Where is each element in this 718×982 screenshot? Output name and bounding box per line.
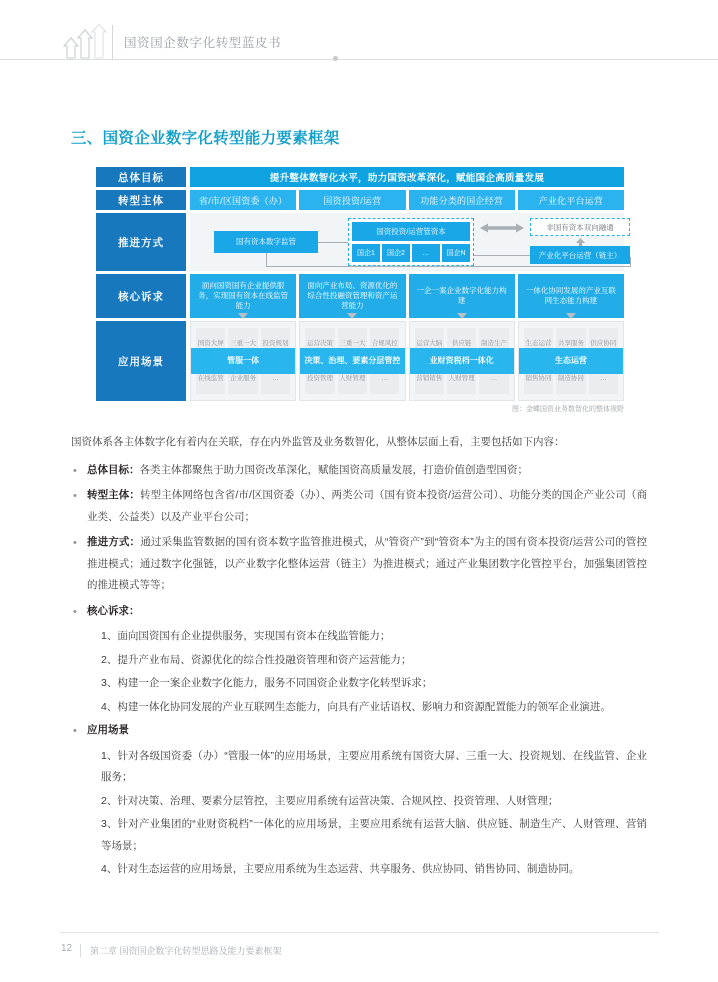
bullet-title: 推进方式： bbox=[87, 536, 141, 549]
down-caret-icon bbox=[238, 313, 248, 319]
node-industrial-platform-operation: 产业化平台运营（链主） bbox=[530, 246, 630, 264]
scenario-tile: 共享服务 bbox=[556, 328, 585, 360]
bullet-text: 通过采集监管数据的国有资本数字监管推进模式，从“管资产”到“管资本”为主的国有资本投资/运营公司的管控推进模式；通过数字化强链，以产业数字化整体运营（链主）为推进模式；通过产业集团数字化管控平台，加强集团管控的推进模式等等； bbox=[87, 536, 648, 592]
scenario-banner: 管服一体 bbox=[191, 348, 295, 374]
bullet-title: 应用场景 bbox=[87, 724, 129, 737]
scenario-tile: 生态运营 bbox=[524, 328, 553, 360]
bidirectional-arrow-icon bbox=[480, 223, 524, 232]
capability-framework-diagram bbox=[96, 167, 624, 401]
connector-line bbox=[266, 253, 267, 267]
overall-goal-banner: 提升整体数智化水平，助力国资改革深化，赋能国企高质量发展 bbox=[190, 167, 624, 187]
header-rule bbox=[0, 59, 718, 60]
figure-caption: 图：金蝶国资业务数智化的整体视野 bbox=[512, 406, 624, 413]
scenario-tile: 国资大屏 bbox=[196, 328, 225, 360]
bullet-core-demands bbox=[71, 601, 647, 623]
scenario-tile: 投资管理 bbox=[305, 363, 334, 395]
page-footer bbox=[0, 926, 718, 982]
core-demand-item: 1、面向国资国有企业提供服务，实现国有资本在线监管能力； bbox=[101, 630, 391, 643]
bullet-title: 总体目标： bbox=[87, 463, 140, 476]
scenario-banner: 业财资税档一体化 bbox=[410, 348, 514, 374]
scenario-card bbox=[190, 321, 296, 401]
subject-cell: 国资投资/运营 bbox=[299, 190, 405, 210]
core-demand-item: 4、构建一体化协同发展的产业互联网生态能力，向具有产业话语权、影响力和资源配置能力的领军企业演进。 bbox=[101, 700, 611, 713]
intro-paragraph: 国资体系各主体数字化有着内在关联，存在内外监管及业务数智化，从整体层面上看，主要包括如下内容： bbox=[71, 436, 565, 448]
connector-line bbox=[266, 266, 630, 267]
application-scenario-item: 1、针对各级国资委（办）“管服一体”的应用场景，主要应用系统有国资大屏、三重一大、投资规划、在线监管、企业服务； bbox=[101, 749, 647, 784]
bullet-text: 各类主体都聚焦于助力国资改革深化，赋能国资高质量发展，打造价值创造型国资； bbox=[139, 463, 528, 476]
subject-cell: 功能分类的国企经营 bbox=[409, 190, 515, 210]
scenario-tile: 制造生产 bbox=[479, 328, 508, 360]
core-demand-cell: 一企一案企业数字化能力构建 bbox=[409, 274, 515, 318]
scenario-tile: 企业服务 bbox=[228, 363, 257, 395]
bar-chart-arrow-logo bbox=[61, 24, 109, 60]
scenario-tile-ellipsis: … bbox=[370, 363, 399, 395]
connector-line bbox=[630, 257, 631, 267]
diagram-row-core-demands bbox=[96, 274, 624, 318]
connector-line bbox=[474, 255, 516, 256]
bullet-promotion-method bbox=[71, 532, 647, 597]
soe-list bbox=[352, 244, 470, 262]
scenario-tile: 合规风控 bbox=[370, 328, 399, 360]
bullet-overall-goal bbox=[71, 460, 647, 482]
application-scenario-item: 2、针对决策、治理、要素分层管控，主要应用系统有运营决策、合规风控、投资管理、人财管理； bbox=[101, 794, 559, 807]
row-label-overall-goal: 总体目标 bbox=[96, 167, 186, 187]
scenario-tile: 三重一大 bbox=[338, 328, 367, 360]
diagram-row-application-scenarios bbox=[96, 321, 624, 401]
diagram-row-overall-goal bbox=[96, 167, 624, 187]
core-demand-cell: 一体化协同发展的产业互联网生态能力构建 bbox=[518, 274, 624, 318]
down-caret-icon bbox=[457, 313, 467, 319]
row-label-transformation-subjects: 转型主体 bbox=[96, 190, 186, 210]
bullet-title: 核心诉求： bbox=[87, 604, 140, 617]
scenario-tile: 三重一大 bbox=[228, 328, 257, 360]
diagram-row-transformation-subjects bbox=[96, 190, 624, 210]
scenario-tile: 供应协同 bbox=[589, 328, 618, 360]
scenario-tile: 供应链 bbox=[447, 328, 476, 360]
soe-item: 国企2 bbox=[382, 244, 410, 262]
scenario-tile: 投资规划 bbox=[261, 328, 290, 360]
footer-chapter-title: 第二章 国资国企数字化转型思路及能力要素框架 bbox=[90, 946, 282, 956]
article-body bbox=[71, 432, 647, 883]
scenario-tile-ellipsis: … bbox=[479, 363, 508, 395]
subject-cell: 产业化平台运营 bbox=[518, 190, 624, 210]
bullet-application-scenarios bbox=[71, 720, 647, 742]
node-capital-investment-operation: 国资投资/运营管资本 bbox=[352, 222, 470, 241]
scenario-card bbox=[409, 321, 515, 401]
scenario-tile-ellipsis: … bbox=[589, 363, 618, 395]
diagram-row-promotion-method bbox=[96, 213, 624, 271]
down-caret-icon bbox=[347, 313, 357, 319]
page-header bbox=[0, 0, 718, 72]
application-scenario-item: 3、针对产业集团的“业财资税档”一体化的应用场景，主要应用系统有运营大脑、供应链、制造生产、人财管理、营销等场景； bbox=[101, 818, 647, 852]
connector-line bbox=[515, 255, 530, 256]
row-label-application-scenarios: 应用场景 bbox=[96, 321, 186, 401]
footer-rule bbox=[59, 932, 659, 933]
down-caret-icon bbox=[566, 313, 576, 319]
node-state-capital-digital-supervision: 国有资本数字监管 bbox=[214, 231, 318, 253]
scenario-tile: 运营决策 bbox=[305, 328, 334, 360]
header-title: 国资国企数字化转型蓝皮书 bbox=[124, 36, 282, 50]
soe-item: 国企N bbox=[442, 244, 470, 262]
header-divider bbox=[112, 25, 113, 59]
soe-item: 国企1 bbox=[352, 244, 380, 262]
core-demand-cell: 面向国资国有企业提供服务，实现国有资本在线监管能力 bbox=[190, 274, 296, 318]
scenario-card bbox=[299, 321, 405, 401]
scenario-tile: 运营大脑 bbox=[415, 328, 444, 360]
scenario-tile: 人财管理 bbox=[447, 363, 476, 395]
promotion-method-canvas bbox=[190, 213, 624, 271]
scenario-card bbox=[518, 321, 624, 401]
footer-divider bbox=[80, 944, 81, 957]
row-label-core-demands: 核心诉求 bbox=[96, 274, 186, 318]
core-demand-item: 3、构建一企一案企业数字化能力，服务不同国资企业数字化转型诉求； bbox=[101, 677, 433, 690]
subject-cell: 省/市/区国资委（办） bbox=[190, 190, 296, 210]
header-dot-marker bbox=[333, 56, 338, 61]
bullet-text: 转型主体网络包含省/市/区国资委（办）、两类公司（国有资本投资/运营公司）、功能分类的国企产业公司（商业类、公益类）以及产业平台公司； bbox=[87, 489, 648, 523]
scenario-tile-ellipsis: … bbox=[261, 363, 290, 395]
scenario-tile: 人财管理 bbox=[338, 363, 367, 395]
scenario-tile: 销售协同 bbox=[524, 363, 553, 395]
scenario-banner: 生态运营 bbox=[519, 348, 623, 374]
core-demand-cell: 面向产业布局、资源优化的综合性投融资管理和资产运营能力 bbox=[299, 274, 405, 318]
row-label-promotion-method: 推进方式 bbox=[96, 213, 186, 271]
scenario-tile: 制造协同 bbox=[556, 363, 585, 395]
page-number: 12 bbox=[61, 943, 73, 954]
bullet-title: 转型主体： bbox=[87, 489, 140, 502]
scenario-tile: 营销销售 bbox=[415, 363, 444, 395]
core-demand-item: 2、提升产业布局、资源优化的综合性投融资管理和资产运营能力； bbox=[101, 653, 412, 666]
page-title: 三、国资企业数字化转型能力要素框架 bbox=[71, 130, 340, 147]
connector-line bbox=[318, 242, 348, 243]
scenario-tile: 在线监管 bbox=[196, 363, 225, 395]
scenario-banner: 决策、治理、要素分层管控 bbox=[300, 348, 404, 374]
application-scenario-item: 4、针对生态运营的应用场景，主要应用系统为生态运营、共享服务、供应协同、销售协同、制造协同。 bbox=[101, 863, 580, 876]
bullet-transformation-subjects bbox=[71, 485, 647, 528]
node-non-state-capital-channel: 非国有资本双向融通 bbox=[530, 218, 630, 236]
soe-item-ellipsis: … bbox=[412, 244, 440, 262]
